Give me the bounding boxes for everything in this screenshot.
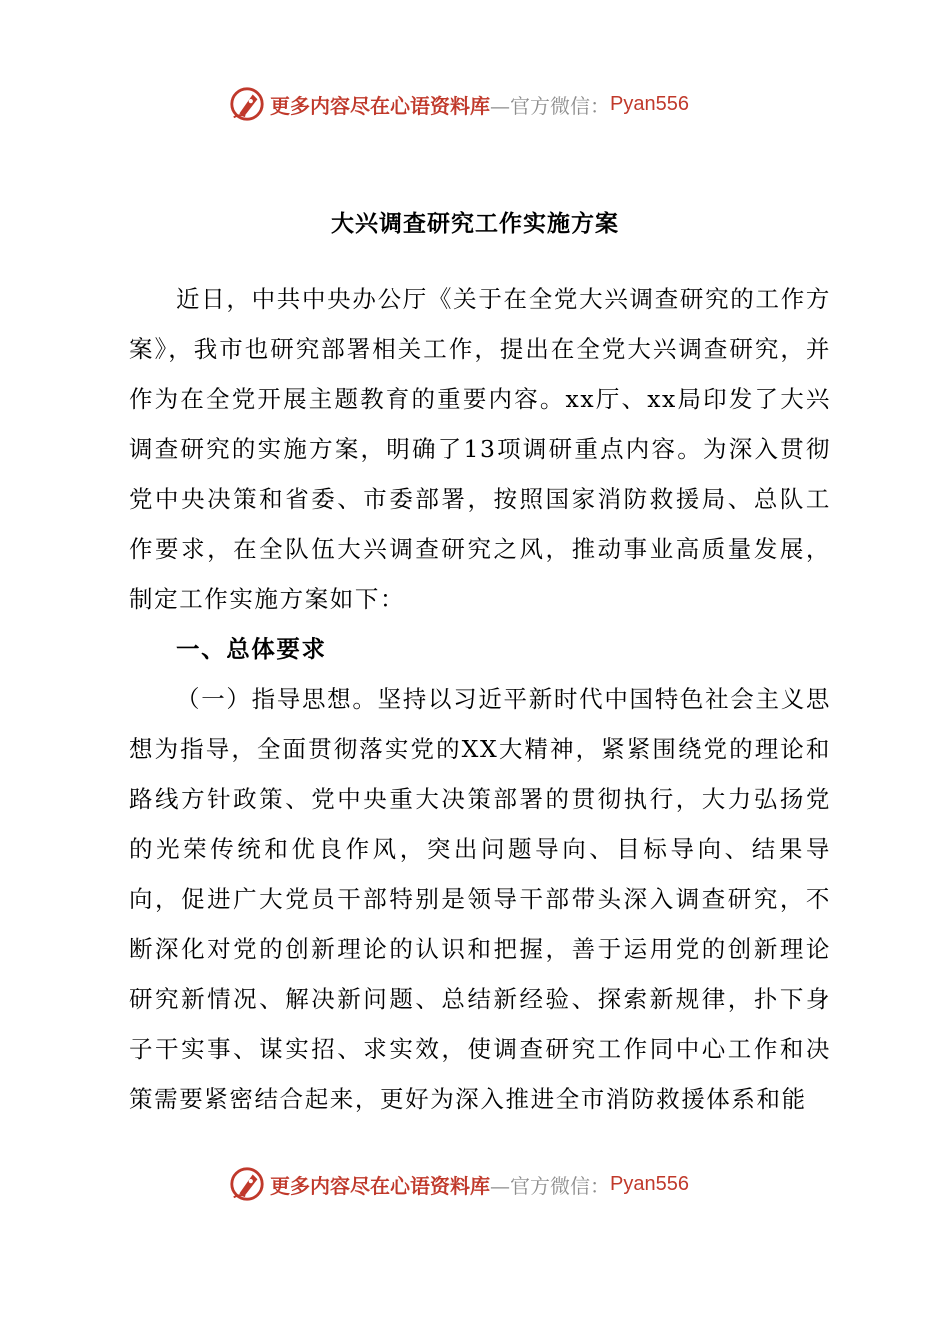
watermark-lead-text: 更多内容尽在心语资料库 bbox=[270, 93, 490, 118]
watermark-tail-text: —官方微信： bbox=[490, 1173, 610, 1198]
pen-nib-logo-icon bbox=[228, 85, 266, 123]
watermark-header bbox=[228, 84, 689, 124]
pen-nib-logo-icon bbox=[228, 1165, 266, 1203]
section-heading-general-requirements: 一、总体要求 bbox=[176, 635, 327, 663]
paragraph-guiding-ideology: （一）指导思想。坚持以习近平新时代中国特色社会主义思想为指导，全面贯彻落实党的XX大精神，紧紧围绕党的理论和路线方针政策、党中央重大决策部署的贯彻执行，大力弘扬党的光荣传统和优良作风，突出问题导向、目标导向、结果导向，促进广大党员干部特别是领导干部带头深入调查研究，不断深化对党的创新理论的认识和把握，善于运用党的创新理论研究新情况、解决新问题、总结新经验、探索新规律，扑下身子干实事、谋实招、求实效，使调查研究工作同中心工作和决策需要紧密结合起来，更好为深入推进全市消防救援体系和能 bbox=[129, 685, 831, 1113]
document-title: 大兴调查研究工作实施方案 bbox=[331, 210, 619, 237]
watermark-footer bbox=[228, 1164, 689, 1204]
document-body bbox=[129, 274, 831, 1124]
paragraph-intro: 近日，中共中央办公厅《关于在全党大兴调查研究的工作方案》，我市也研究部署相关工作，提出在全党大兴调查研究，并作为在全党开展主题教育的重要内容。xx厅、xx局印发了大兴调查研究的实施方案，明确了13项调研重点内容。为深入贯彻党中央决策和省委、市委部署，按照国家消防救援局、总队工作要求，在全队伍大兴调查研究之风，推动事业高质量发展，制定工作实施方案如下： bbox=[129, 285, 831, 613]
watermark-wechat-id: Pyan556 bbox=[610, 1172, 689, 1195]
watermark-tail-text: —官方微信： bbox=[490, 93, 610, 118]
watermark-wechat-id: Pyan556 bbox=[610, 92, 689, 115]
watermark-lead-text: 更多内容尽在心语资料库 bbox=[270, 1173, 490, 1198]
